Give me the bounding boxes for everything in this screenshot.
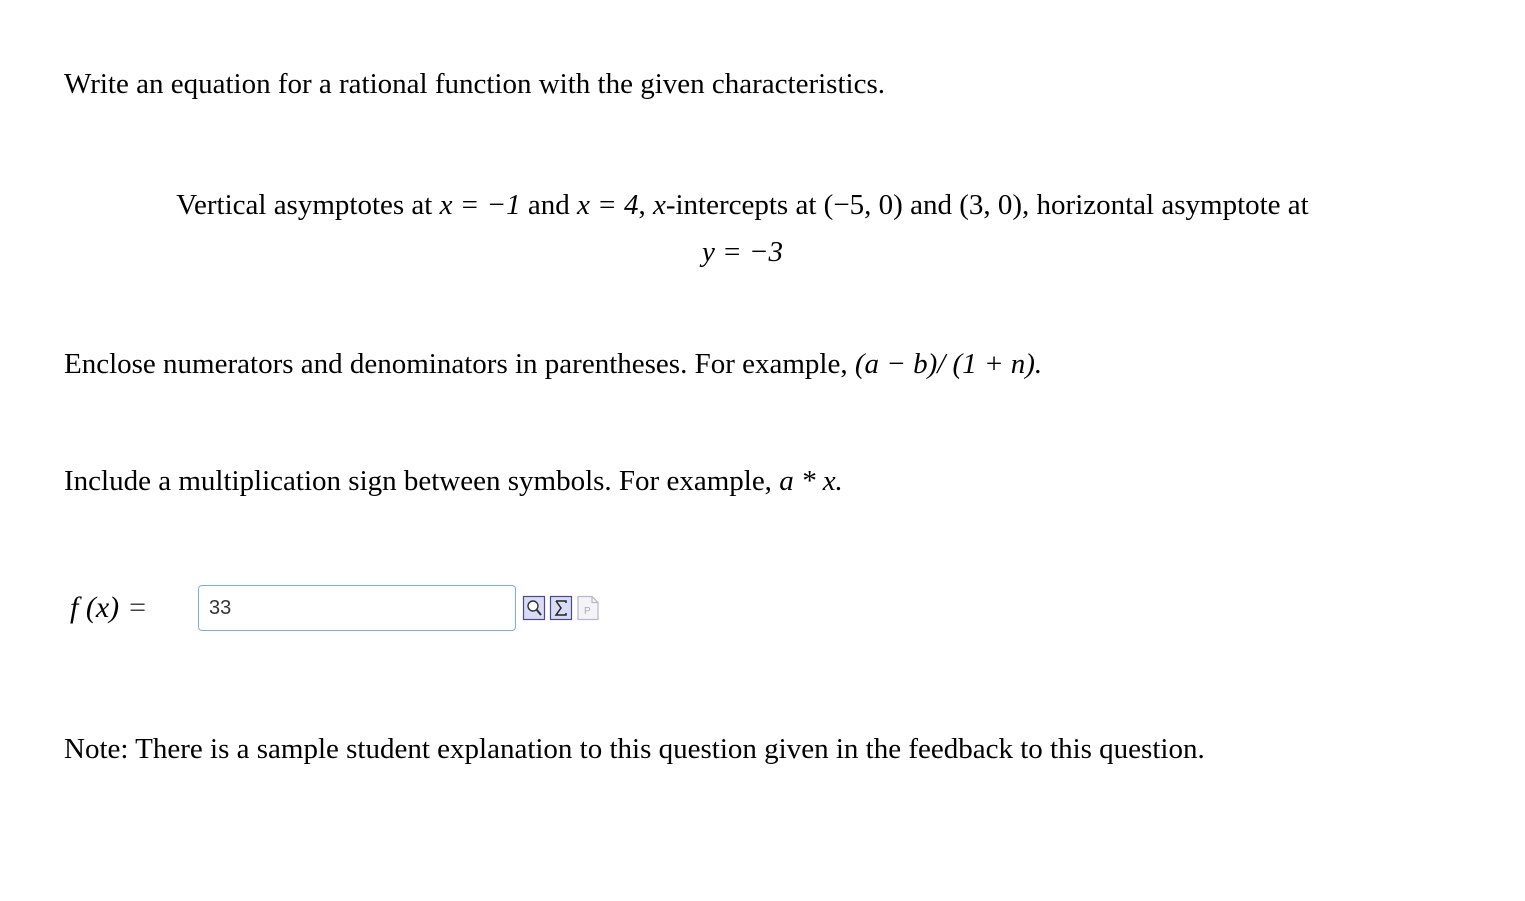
answer-row — [70, 584, 600, 632]
x-intercept-1: (−5, 0) — [823, 189, 903, 221]
preview-icon[interactable] — [522, 595, 546, 621]
note-text: Note: There is a sample student explanation to this question given in the feedback to this question. — [64, 733, 1205, 765]
answer-tools — [522, 595, 600, 621]
enclose-instruction: Enclose numerators and denominators in parentheses. For example, (a − b)/ (1 + n). — [64, 348, 1043, 380]
question-intro: Write an equation for a rational function with the given characteristics. — [64, 68, 885, 100]
x-intercept-2: (3, 0) — [959, 189, 1023, 221]
vertical-asymptote-2: x = 4 — [577, 189, 639, 221]
answer-input[interactable] — [198, 585, 516, 631]
vertical-asymptote-1: x = −1 — [439, 189, 521, 221]
question-characteristics: Vertical asymptotes at x = −1 and x = 4, x-intercepts at (−5, 0) and (3, 0), horizontal asymptote at y = −3 — [176, 189, 1309, 268]
help-page-icon[interactable] — [576, 595, 600, 621]
horizontal-asymptote: y = −3 — [701, 236, 783, 268]
multiply-example: a * x. — [779, 465, 843, 497]
sigma-icon[interactable] — [549, 595, 573, 621]
multiply-instruction: Include a multiplication sign between symbols. For example, a * x. — [64, 465, 843, 497]
svg-text:P: P — [584, 606, 591, 617]
function-label: f (x) = — [70, 591, 147, 624]
enclose-example: (a − b)/ (1 + n). — [854, 348, 1043, 380]
